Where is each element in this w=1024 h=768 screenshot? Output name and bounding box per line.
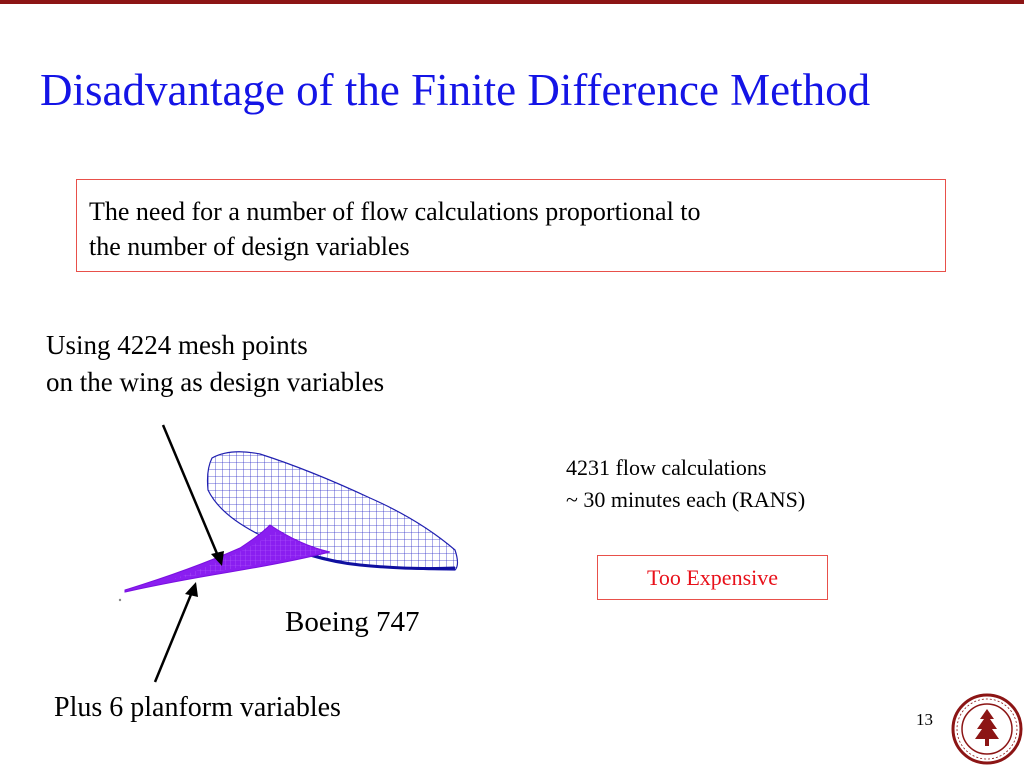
key-point-box xyxy=(76,179,946,272)
mesh-points-label xyxy=(46,327,384,401)
page-number: 13 xyxy=(916,710,933,729)
figure-caption: Boeing 747 xyxy=(285,606,420,638)
key-point-line-2: the number of design variables xyxy=(89,232,410,261)
flow-calculations-info xyxy=(566,452,805,516)
top-accent-bar xyxy=(0,0,1024,4)
planform-variables-label: Plus 6 planform variables xyxy=(54,692,341,723)
key-point-line-1: The need for a number of flow calculations proportional to xyxy=(89,197,701,226)
verdict-box: Too Expensive xyxy=(597,555,828,600)
university-seal-icon xyxy=(950,685,1024,767)
wing-mesh-figure xyxy=(110,420,470,690)
mesh-label-line-1: Using 4224 mesh points xyxy=(46,330,308,360)
planform-pointer-arrow xyxy=(155,592,192,682)
mesh-label-line-2: on the wing as design variables xyxy=(46,367,385,397)
flow-info-line-2: ~ 30 minutes each (RANS) xyxy=(566,487,806,512)
flow-info-line-1: 4231 flow calculations xyxy=(566,455,767,480)
slide-title: Disadvantage of the Finite Difference Method xyxy=(40,65,871,115)
